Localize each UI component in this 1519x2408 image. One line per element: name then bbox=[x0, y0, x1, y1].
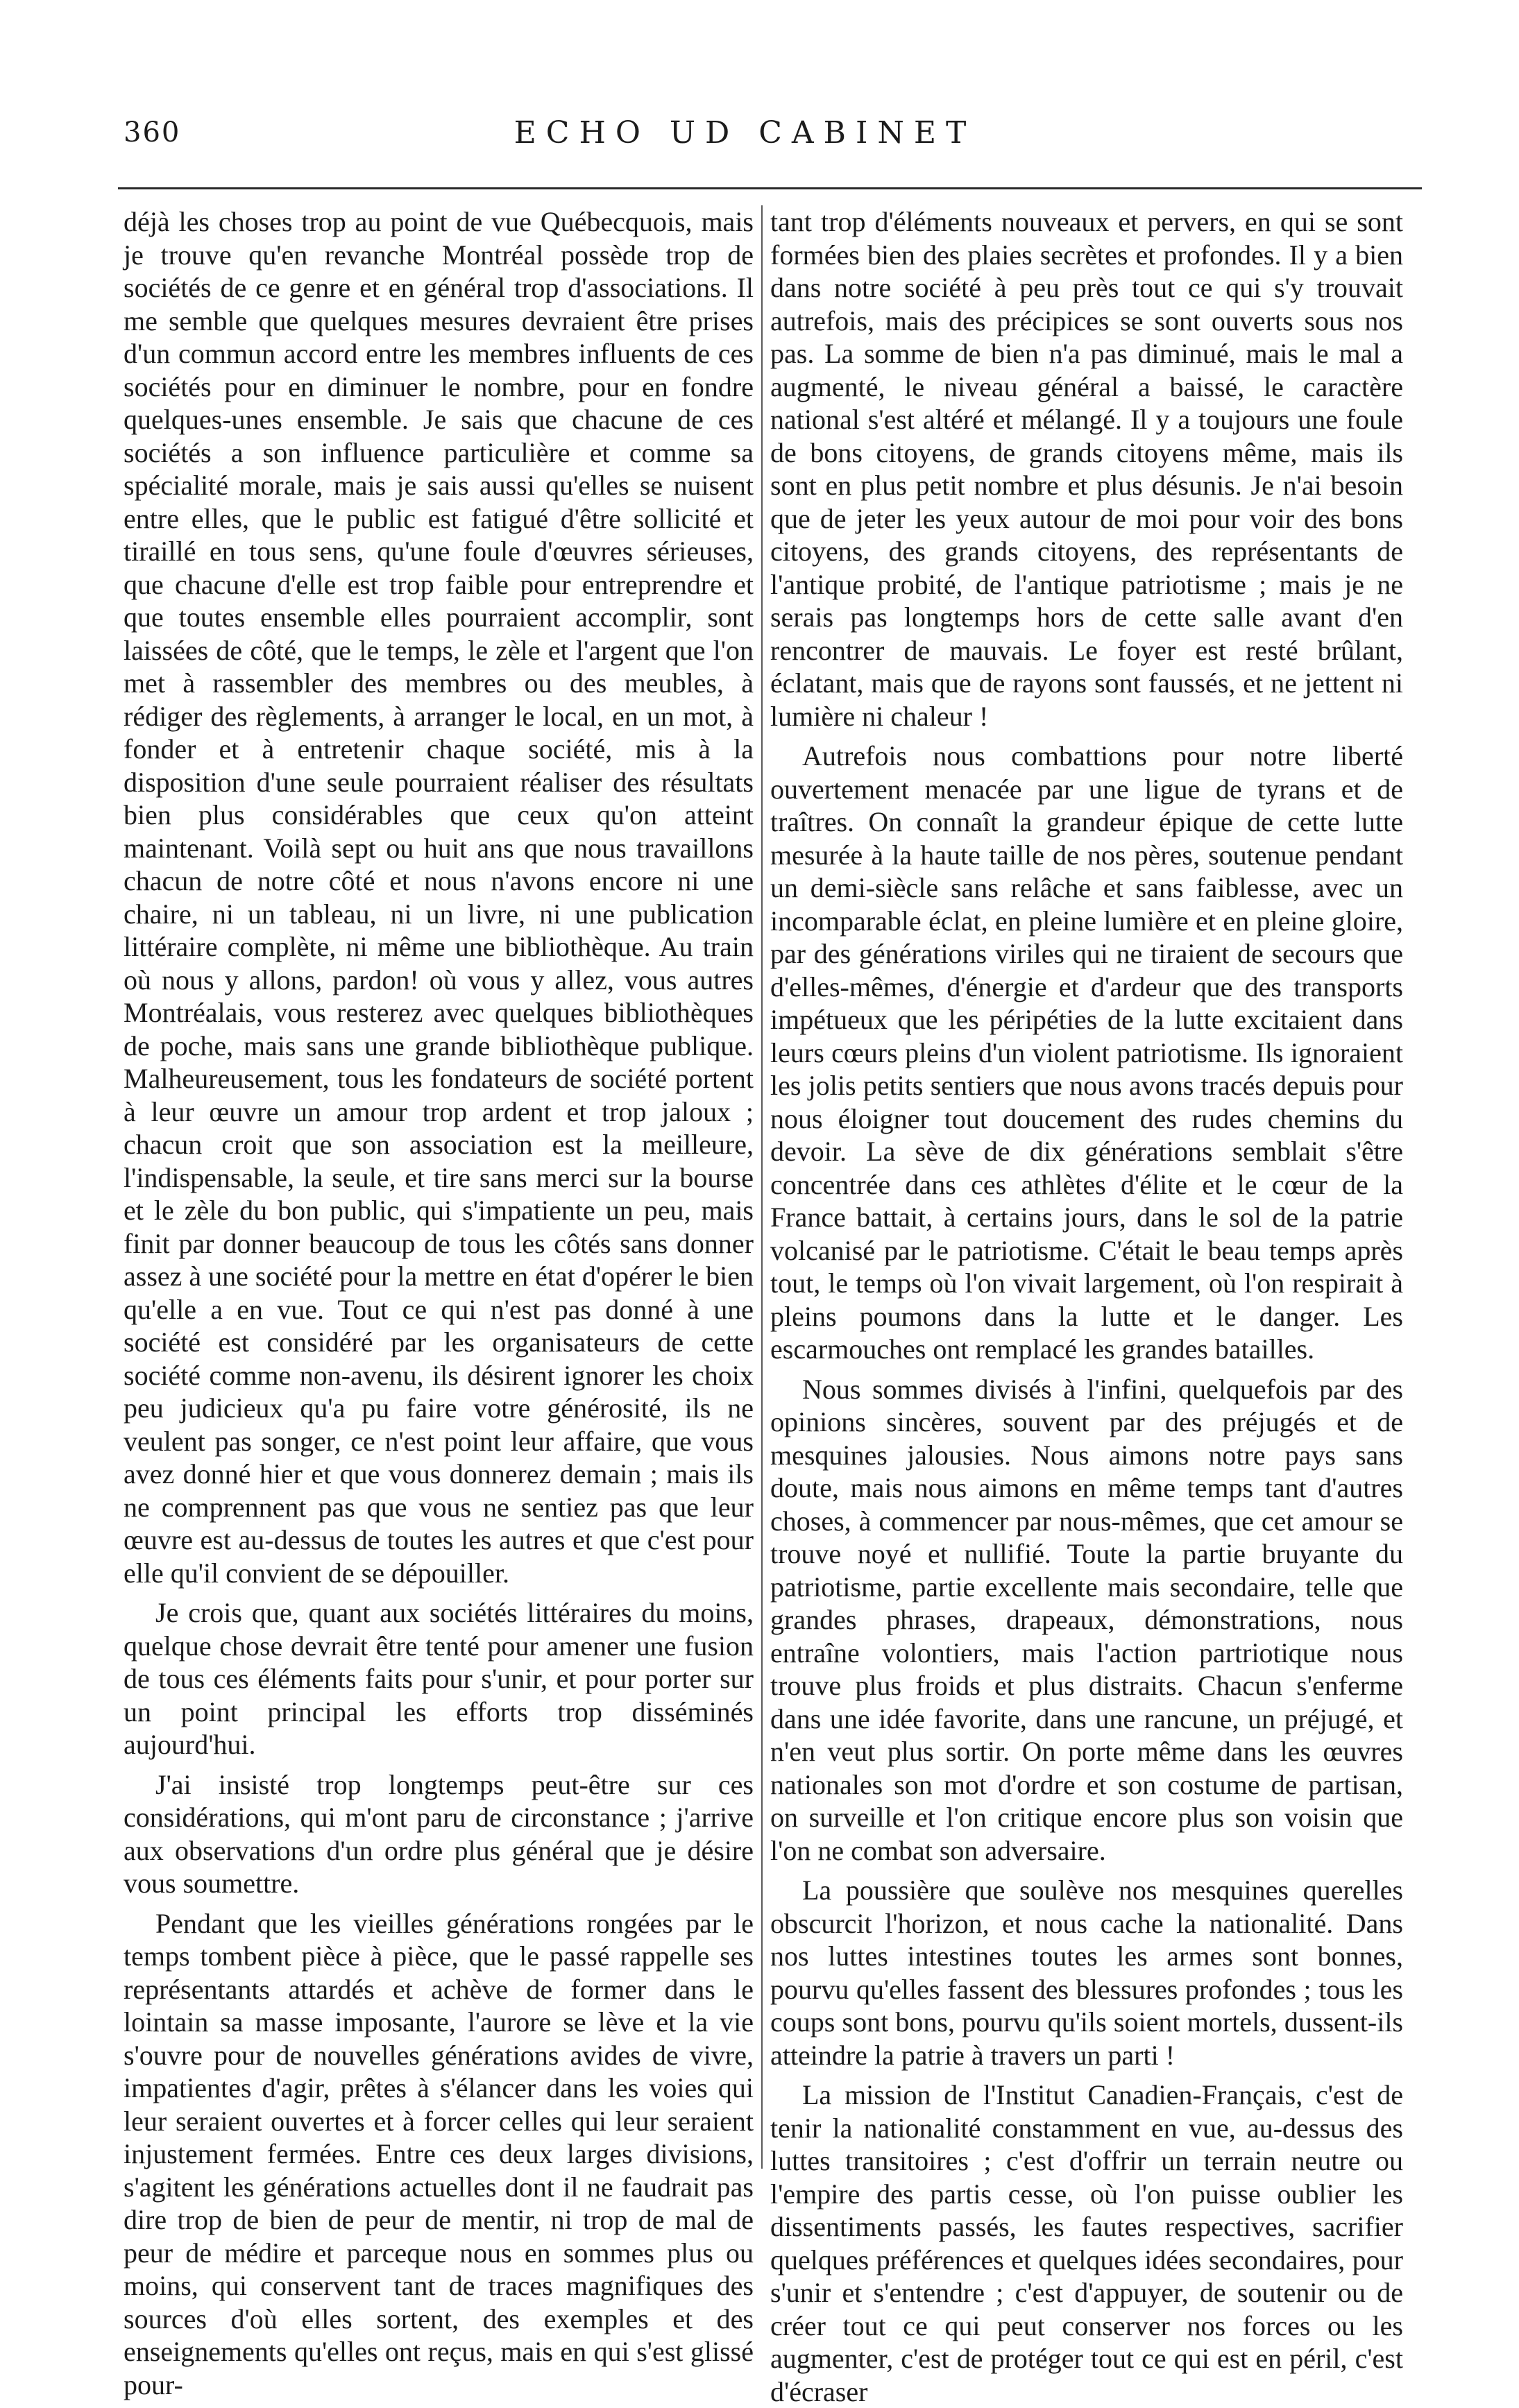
left-paragraph: J'ai insisté trop longtemps peut-être sur ces considérations, qui m'ont paru de circonstance ; j'arrive aux observations d'un ordre plus général que je désire vous soumettre. bbox=[124, 1768, 754, 1899]
right-column bbox=[770, 205, 1403, 2407]
right-paragraph: La poussière que soulève nos mesquines querelles obscurcit l'horizon, et nous cache la nationalité. Dans nos luttes intestines toutes les armes sont bonnes, pourvu qu'elles fassent des blessures profondes ; tous les coups sont bons, pourvu qu'ils soient mortels, dussent-ils atteindre la patrie à travers un parti ! bbox=[770, 1875, 1403, 2071]
left-paragraph: Je crois que, quant aux sociétés littéraires du moins, quelque chose devrait être tenté pour amener une fusion de tous ces éléments faits pour s'unir, et pour porter sur un point principal les efforts trop disséminés aujourd'hui. bbox=[124, 1597, 754, 1760]
page-number: 360 bbox=[124, 117, 181, 148]
header-rule bbox=[118, 187, 1422, 189]
right-paragraph: tant trop d'éléments nouveaux et pervers, en qui se sont formées bien des plaies secrètes et profondes. Il y a bien dans notre société à peu près tout ce qui s'y trouvait autrefois, mais des précipices se sont ouverts sous nos pas. La somme de bien n'a pas diminué, mais le mal a augmenté, le niveau général a baissé, le caractère national s'est altéré et mélangé. Il y a toujours une foule de bons citoyens, de grands citoyens même, mais ils sont en plus petit nombre et plus désunis. Je n'ai besoin que de jeter les yeux autour de moi pour voir des bons citoyens, des grands citoyens, des représentants de l'antique probité, de l'antique patriotisme ; mais je ne serais pas longtemps hors de cette salle avant d'en rencontrer de mauvais. Le foyer est resté brûlant, éclatant, mais que de rayons sont faussés, et ne jettent ni lumière ni chaleur ! bbox=[770, 206, 1403, 732]
right-paragraph: La mission de l'Institut Canadien-Français, c'est de tenir la nationalité constamment en vue, au-dessus des luttes transitoires ; c'est d'offrir un terrain neutre ou l'empire des partis cesse, où l'on puisse oublier les dissentiments passés, les fautes respectives, sacrifier quelques préférences et quelques idées secondaires, pour s'unir et s'entendre ; c'est d'appuyer, de soutenir ou de créer tout ce qui peut conserver nos forces ou les augmenter, c'est de protéger tout ce qui est en péril, c'est d'écraser bbox=[770, 2079, 1403, 2407]
column-divider bbox=[761, 205, 763, 2169]
right-paragraph: Autrefois nous combattions pour notre liberté ouvertement menacée par une ligue de tyrans et de traîtres. On connaît la grandeur épique de cette lutte mesurée à la haute taille de nos pères, soutenue pendant un demi-siècle sans relâche et sans faiblesse, avec un incomparable éclat, en pleine lumière et en pleine gloire, par des générations viriles qui ne tiraient de secours que d'elles-mêmes, d'énergie et d'ardeur que des transports impétueux que les péripéties de la lutte excitaient dans leurs cœurs pleins d'un violent patriotisme. Ils ignoraient les jolis petits sentiers que nous avons tracés depuis pour nous éloigner tout doucement des rudes chemins du devoir. La sève de dix générations semblait s'être concentrée dans ces athlètes d'élite et le cœur de la France battait, à certains jours, dans le sol de la patrie volcanisé par le patriotisme. C'était le beau temps après tout, le temps où l'on vivait largement, où l'on respirait à pleins poumons dans la lutte et le danger. Les escarmouches ont remplacé les grandes batailles. bbox=[770, 740, 1403, 1365]
left-column bbox=[124, 205, 754, 2400]
left-paragraph: déjà les choses trop au point de vue Québecquois, mais je trouve qu'en revanche Montréal possède trop de sociétés de ce genre et en général trop d'associations. Il me semble que quelques mesures devraient être prises d'un commun accord entre les membres influents de ces sociétés pour en diminuer le nombre, pour en fondre quelques-unes ensemble. Je sais que chacune de ces sociétés a son influence particulière et comme sa spécialité morale, mais je sais aussi qu'elles se nuisent entre elles, que le public est fatigué d'être sollicité et tiraillé en tous sens, qu'une foule d'œuvres sérieuses, que chacune d'elle est trop faible pour entreprendre et que toutes ensemble elles pourraient accomplir, sont laissées de côté, que le temps, le zèle et l'argent que l'on met à rassembler des membres ou des meubles, à rédiger des règlements, à arranger le local, en un mot, à fonder et à entretenir chaque société, mis à la disposition d'une seule pourraient réaliser des résultats bien plus considérables que ceux qu'on atteint maintenant. Voilà sept ou huit ans que nous travaillons chacun de notre côté et nous n'avons encore ni une chaire, ni un tableau, ni un livre, ni une publication littéraire complète, ni même une bibliothèque. Au train où nous y allons, pardon! où vous y allez, vous autres Montréalais, vous resterez avec quelques bibliothèques de poche, mais sans une grande bibliothèque publique. Malheureusement, tous les fondateurs de société portent à leur œuvre un amour trop ardent et trop jaloux ; chacun croit que son association est la meilleure, l'indispensable, la seule, et tire sans merci sur la bourse et le zèle du bon public, qui s'impatiente un peu, mais finit par donner beaucoup de tous les côtés sans donner assez à une société pour la mettre en état d'opérer le bien qu'elle a en vue. Tout ce qui n'est pas donné à une société est considéré par les organisateurs de cette société comme non-avenu, ils désirent ignorer les choix peu judicieux qu'a pu faire votre générosité, ils ne veulent pas songer, ce n'est point leur affaire, que vous avez donné hier et que vous donnerez demain ; mais ils ne comprennent pas que vous ne sentiez pas que leur œuvre est au-dessus de toutes les autres et que c'est pour elle qu'il convient de se dépouiller. bbox=[124, 206, 754, 1589]
left-paragraph: Pendant que les vieilles générations rongées par le temps tombent pièce à pièce, que le passé rappelle ses représentants attardés et achève de former dans le lointain sa masse imposante, l'aurore se lève et la vie s'ouvre pour de nouvelles générations avides de vivre, impatientes d'agir, prêtes à s'élancer dans les voies qui leur seraient ouvertes et à forcer celles qui leur seraient injustement fermées. Entre ces deux larges divisions, s'agitent les générations actuelles dont il ne faudrait pas dire trop de bien de peur de mentir, ni trop de mal de peur de médire et parceque nous en sommes plus ou moins, qui conservent tant de traces magnifiques des sources d'où elles sortent, des exemples et des enseignements qu'elles ont reçus, mais en qui s'est glissé pour- bbox=[124, 1907, 754, 2400]
running-title: ECHO UD CABINET bbox=[514, 115, 976, 151]
page-header bbox=[82, 108, 1408, 164]
right-paragraph: Nous sommes divisés à l'infini, quelquefois par des opinions sincères, souvent par des préjugés et de mesquines jalousies. Nous aimons notre pays sans doute, mais nous aimons en même temps tant d'autres choses, à commencer par nous-mêmes, que cet amour se trouve noyé et nullifié. Toute la partie bruyante du patriotisme, partie excellente mais secondaire, telle que grandes phrases, drapeaux, démonstrations, nous entraîne volontiers, mais l'action partriotique nous trouve plus froids et plus distraits. Chacun s'enferme dans une idée favorite, dans une rancune, un préjugé, et n'en veut plus sortir. On porte même dans les œuvres nationales son mot d'ordre et son costume de partisan, on surveille et l'on critique encore plus son voisin que l'on ne combat son adversaire. bbox=[770, 1373, 1403, 1866]
